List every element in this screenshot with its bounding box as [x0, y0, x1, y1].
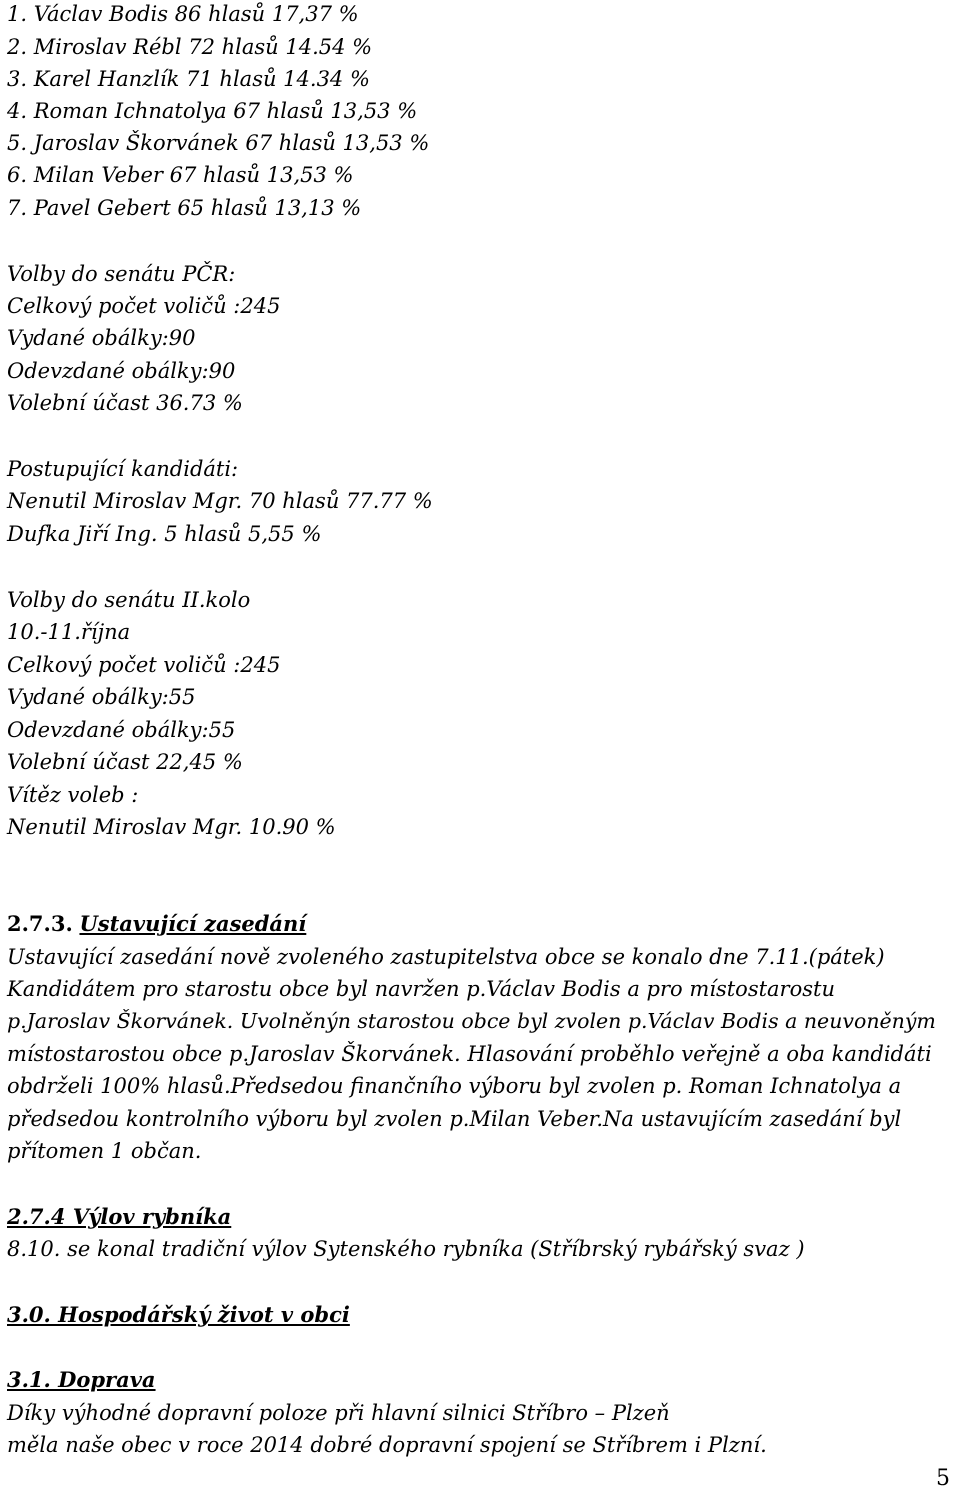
section-273-line-5: obdrželi 100% hlasů.Předsedou finančního výboru byl zvolen p. Roman Ichnatolya a	[7, 1074, 902, 1098]
senate1-advancing-label: Postupující kandidáti:	[7, 457, 239, 481]
senate2-issued: Vydané obálky:55	[7, 685, 196, 709]
section-274-text: 8.10. se konal tradiční výlov Sytenského rybníka (Stříbrský rybářský svaz )	[7, 1237, 805, 1261]
section-31-heading: 3.1. Doprava	[7, 1367, 156, 1392]
senate2-submitted: Odevzdané obálky:55	[7, 718, 236, 742]
senate2-voters: Celkový počet voličů :245	[7, 653, 281, 677]
senate2-turnout: Volební účast 22,45 %	[7, 750, 243, 774]
result-line-3: 3. Karel Hanzlík 71 hlasů 14.34 %	[7, 67, 370, 91]
section-273-title: Ustavující zasedání	[79, 911, 307, 936]
senate1-title: Volby do senátu PČR:	[7, 262, 236, 286]
section-30-heading: 3.0. Hospodářský život v obci	[7, 1302, 350, 1327]
senate1-candidate-2: Dufka Jiří Ing. 5 hlasů 5,55 %	[7, 522, 322, 546]
section-274-heading: 2.7.4 Výlov rybníka	[7, 1204, 232, 1229]
senate2-dates: 10.-11.října	[7, 620, 131, 644]
section-273-line-4: místostarostou obce p.Jaroslav Škorvánek. Hlasování proběhlo veřejně a oba kandidáti	[7, 1042, 932, 1066]
section-273-line-2: Kandidátem pro starostu obce byl navržen p.Václav Bodis a pro místostarostu	[7, 977, 835, 1001]
senate1-turnout: Volební účast 36.73 %	[7, 391, 243, 415]
result-line-7: 7. Pavel Gebert 65 hlasů 13,13 %	[7, 196, 362, 220]
section-273-line-6: předsedou kontrolního výboru byl zvolen p.Milan Veber.Na ustavujícím zasedání byl	[7, 1107, 902, 1131]
result-line-4: 4. Roman Ichnatolya 67 hlasů 13,53 %	[7, 99, 418, 123]
section-31-line-2: měla naše obec v roce 2014 dobré dopravní spojení se Stříbrem i Plzní.	[7, 1433, 767, 1457]
page-number: 5	[936, 1466, 950, 1491]
senate2-winner: Nenutil Miroslav Mgr. 10.90 %	[7, 815, 336, 839]
section-273-line-3: p.Jaroslav Škorvánek. Uvolněnýn starostou obce byl zvolen p.Václav Bodis a neuvoněným	[7, 1009, 936, 1033]
result-line-5: 5. Jaroslav Škorvánek 67 hlasů 13,53 %	[7, 131, 430, 155]
senate1-issued: Vydané obálky:90	[7, 326, 196, 350]
result-line-1: 1. Václav Bodis 86 hlasů 17,37 %	[7, 2, 359, 26]
senate2-title: Volby do senátu II.kolo	[7, 588, 251, 612]
section-273-number: 2.7.3.	[7, 911, 73, 936]
section-273-heading	[7, 910, 306, 938]
senate1-candidate-1: Nenutil Miroslav Mgr. 70 hlasů 77.77 %	[7, 489, 433, 513]
senate1-submitted: Odevzdané obálky:90	[7, 359, 236, 383]
result-line-6: 6. Milan Veber 67 hlasů 13,53 %	[7, 163, 354, 187]
section-31-line-1: Díky výhodné dopravní poloze při hlavní silnici Stříbro – Plzeň	[7, 1401, 670, 1425]
result-line-2: 2. Miroslav Rébl 72 hlasů 14.54 %	[7, 35, 373, 59]
senate2-winner-label: Vítěz voleb :	[7, 783, 139, 807]
section-273-line-7: přítomen 1 občan.	[7, 1139, 202, 1163]
section-273-line-1: Ustavující zasedání nově zvoleného zastupitelstva obce se konalo dne 7.11.(pátek)	[7, 945, 885, 969]
senate1-voters: Celkový počet voličů :245	[7, 294, 281, 318]
